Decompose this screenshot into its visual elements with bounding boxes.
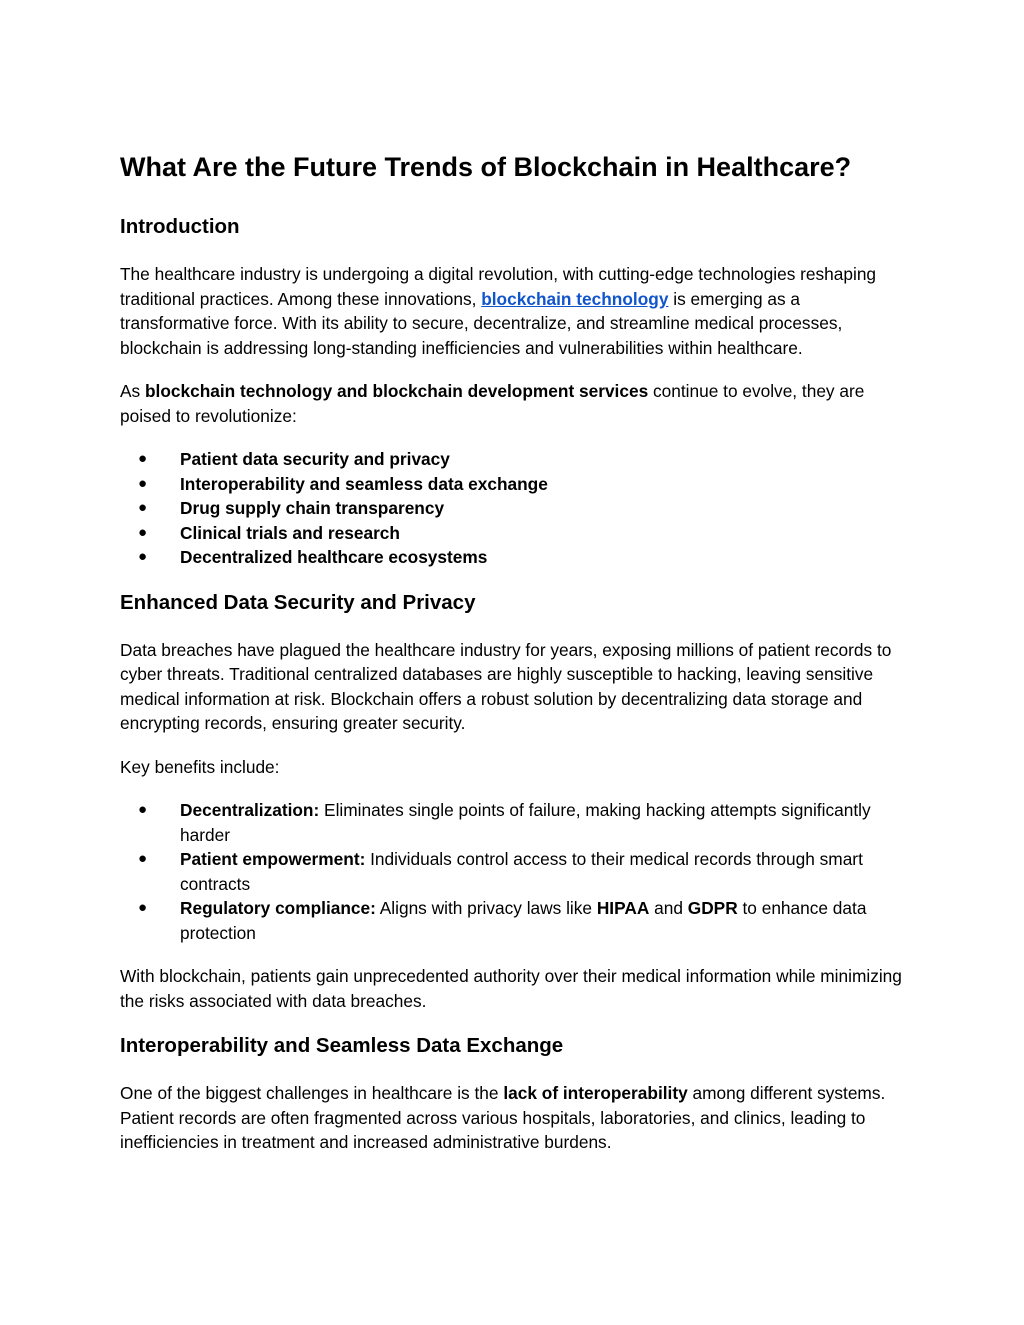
list-item xyxy=(120,896,904,945)
security-paragraph-3: With blockchain, patients gain unprecedented authority over their medical information while minimizing the risks associated with data breaches. xyxy=(120,966,902,1011)
list-item xyxy=(120,496,904,521)
intro-p2-text-after: continue to evolve, they are poised to revolutionize: xyxy=(120,381,865,426)
list-item-text: Patient data security and privacy xyxy=(180,449,450,469)
bullet-icon: ● xyxy=(138,474,148,492)
list-item-text: Decentralized healthcare ecosystems xyxy=(180,547,488,567)
list-item xyxy=(120,472,904,497)
intro-heading: Introduction xyxy=(120,215,240,238)
security-paragraph-2: Key benefits include: xyxy=(120,756,280,777)
blockchain-technology-link[interactable]: blockchain technology xyxy=(481,288,669,309)
intro-trend-list xyxy=(120,447,904,570)
interop-p1-text-before: One of the biggest challenges in healthcare is the xyxy=(120,1083,504,1103)
list-item xyxy=(120,798,904,847)
gdpr-term: GDPR xyxy=(687,898,738,918)
list-item xyxy=(120,847,904,896)
benefit-term: Regulatory compliance: xyxy=(180,898,376,918)
benefit-term: Patient empowerment: xyxy=(180,849,366,869)
benefit-text-end: to enhance data protection xyxy=(180,898,867,943)
intro-p2-bold: blockchain technology and blockchain development services xyxy=(144,381,649,401)
bullet-icon: ● xyxy=(138,450,148,467)
bullet-icon: ● xyxy=(138,499,148,516)
interop-heading: Interoperability and Seamless Data Exchange xyxy=(120,1034,564,1057)
list-item xyxy=(120,545,904,570)
list-item-text: Interoperability and seamless data exchange xyxy=(180,473,548,494)
bullet-icon: ● xyxy=(138,850,148,867)
benefit-term: Decentralization: xyxy=(180,800,320,820)
benefit-text: Aligns with privacy laws like xyxy=(375,898,597,918)
bullet-icon: ● xyxy=(138,548,148,565)
benefit-text: Individuals control access to their medical records through smart contracts xyxy=(180,849,863,894)
intro-paragraph-2 xyxy=(120,379,904,428)
page-title: What Are the Future Trends of Blockchain in Healthcare? xyxy=(120,152,852,182)
benefit-text: Eliminates single points of failure, making hacking attempts significantly harder xyxy=(180,800,871,845)
list-item xyxy=(120,521,904,546)
list-item-text: Drug supply chain transparency xyxy=(180,498,445,518)
list-item xyxy=(120,447,904,472)
security-paragraph-1: Data breaches have plagued the healthcare industry for years, exposing millions of patient records to cyber threats. Traditional centralized databases are highly susceptible to hacking, leaving sensitive medical information at risk. Blockchain offers a robust solution by decentralizing data storage and encrypting records, ensuring greater security. xyxy=(120,639,892,733)
interop-paragraph-1 xyxy=(120,1081,904,1155)
intro-p1-text-after: is emerging as a transformative force. With its ability to secure, decentralize, and streamline medical processes, blockchain is addressing long-standing inefficiencies and vulnerabilities within healthcare. xyxy=(120,288,843,358)
bullet-icon: ● xyxy=(138,523,148,541)
list-item-text: Clinical trials and research xyxy=(180,522,400,543)
intro-p2-text-before: As xyxy=(120,381,145,401)
bullet-icon: ● xyxy=(138,801,148,818)
security-benefit-list xyxy=(120,798,904,945)
intro-paragraph-1 xyxy=(120,262,904,360)
benefit-text-and: and xyxy=(649,898,688,918)
intro-p1-text-before: The healthcare industry is undergoing a digital revolution, with cutting-edge technologies reshaping traditional practices. Among these innovations, xyxy=(120,264,877,309)
hipaa-term: HIPAA xyxy=(596,898,650,918)
interop-p1-text-after: among different systems. Patient records are often fragmented across various hospitals, laboratories, and clinics, leading to inefficiencies in treatment and increased administrative burdens. xyxy=(120,1083,886,1152)
bullet-icon: ● xyxy=(138,899,148,916)
security-heading: Enhanced Data Security and Privacy xyxy=(120,590,476,614)
interop-p1-bold: lack of interoperability xyxy=(503,1083,688,1103)
